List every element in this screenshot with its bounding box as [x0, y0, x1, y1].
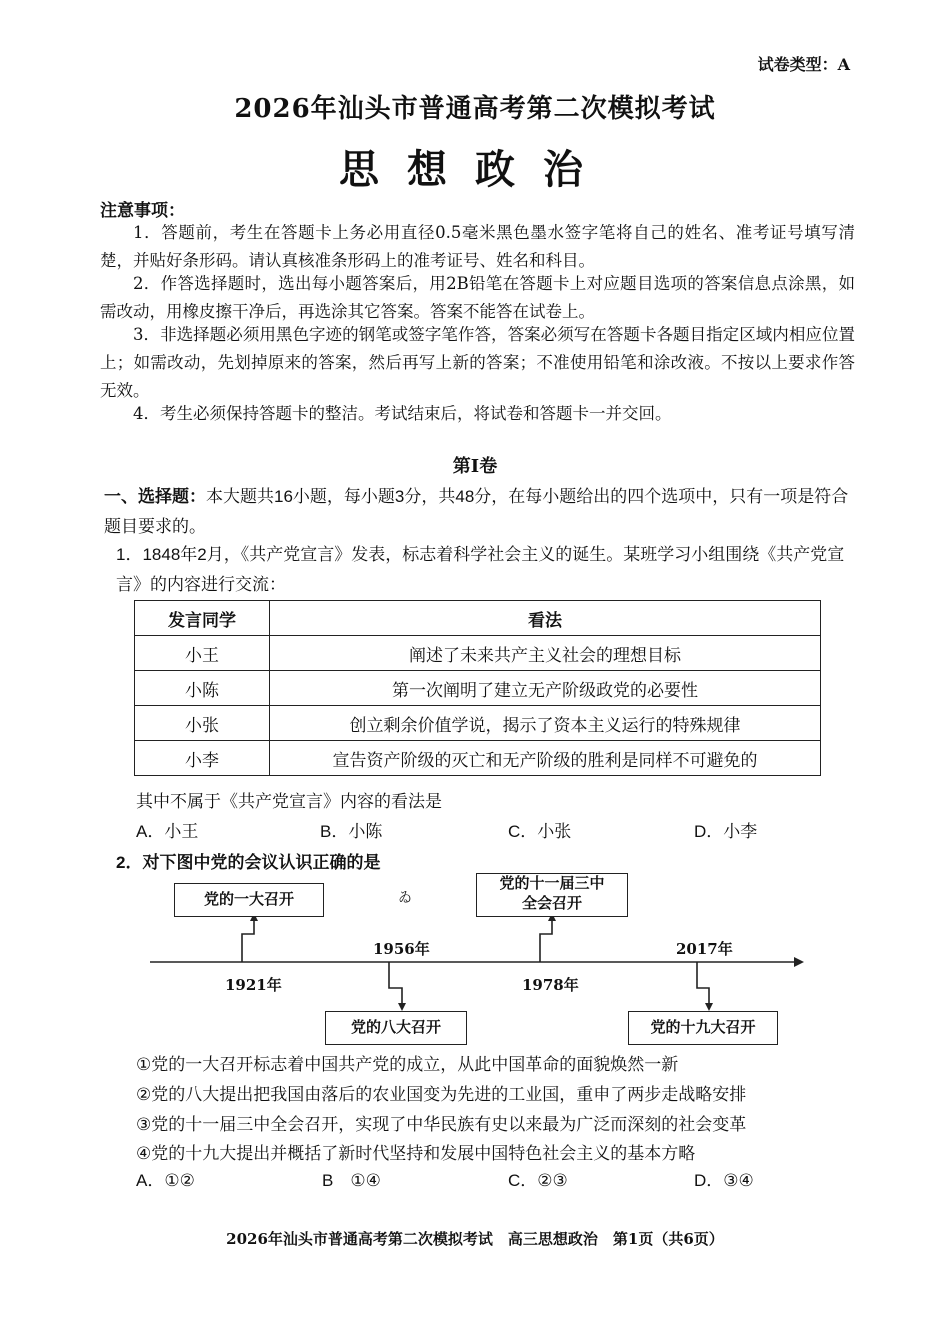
connector-2017: [697, 962, 709, 1006]
statement: ①党的一大召开标志着中国共产党的成立，从此中国革命的面貌焕然一新: [136, 1055, 679, 1074]
year-label: 1978年: [522, 976, 579, 994]
option-b: B．小陈: [320, 822, 383, 841]
table-cell: 创立剩余价值学说，揭示了资本主义运行的特殊规律: [270, 706, 821, 741]
option-d: D．③④: [694, 1171, 754, 1190]
event-box-1956: 党的八大召开: [325, 1011, 467, 1045]
event-box-1978-line1: 党的十一届三中: [499, 875, 605, 892]
question-1-text: 1．1848年2月，《共产党宣言》发表，标志着科学社会主义的诞生。某班学习小组围绕《共产党宣言》的内容进行交流：: [116, 545, 845, 594]
table-cell: 阐述了未来共产主义社会的理想目标: [270, 636, 821, 671]
event-box-1978-line2: 全会召开: [521, 895, 582, 912]
arrow-1956: [398, 1003, 406, 1011]
paper-type-label: 试卷类型：A: [757, 55, 850, 74]
event-box-1978: [476, 873, 628, 917]
section-label: 一、选择题：: [104, 487, 206, 507]
table-cell: 宣告资产阶级的灭亡和无产阶级的胜利是同样不可避免的: [270, 741, 821, 776]
note-item: 3．非选择题必须用黑色字迹的钢笔或签字笔作答，答案必须写在答题卡各题目指定区域内相应位置上；如需改动，先划掉原来的答案，然后再写上新的答案；不准使用铅笔和涂改液。不按以上要求作答无效。: [100, 325, 855, 400]
notes-heading: 注意事项：: [100, 201, 185, 221]
volume-heading: 第Ⅰ卷: [452, 456, 498, 477]
option-d: D．小李: [694, 822, 758, 841]
connector-1956: [389, 962, 402, 1006]
stray-mark: ゐ: [398, 890, 412, 906]
option-c: C．②③: [508, 1171, 568, 1190]
connector-1978: [540, 917, 552, 962]
subject-title: 思想政治: [339, 146, 611, 193]
question-2-text: 2．对下图中党的会议认识正确的是: [116, 853, 381, 872]
table-header: 发言同学: [135, 601, 270, 636]
statement: ④党的十九大提出并概括了新时代坚持和发展中国特色社会主义的基本方略: [136, 1144, 696, 1163]
arrow-2017: [705, 1003, 713, 1011]
year-label: 1921年: [225, 976, 282, 994]
event-box-1921: 党的一大召开: [174, 883, 324, 917]
section-instructions: [104, 482, 856, 542]
table-row: [135, 706, 821, 741]
table-cell: 第一次阐明了建立无产阶级政党的必要性: [270, 671, 821, 706]
timeline-diagram: [0, 860, 950, 1050]
table-cell: 小王: [135, 636, 270, 671]
table-cell: 小陈: [135, 671, 270, 706]
table-header: 看法: [270, 601, 821, 636]
note-item: 4．考生必须保持答题卡的整洁。考试结束后，将试卷和答题卡一并交回。: [133, 404, 672, 423]
option-c: C．小张: [508, 822, 572, 841]
statement: ③党的十一届三中全会召开，实现了中华民族有史以来最为广泛而深刻的社会变革: [136, 1115, 747, 1134]
page-footer: 2026年汕头市普通高考第二次模拟考试 高三思想政治 第1页（共6页）: [226, 1230, 724, 1248]
statement: ②党的八大提出把我国由落后的农业国变为先进的工业国，重申了两步走战略安排: [136, 1085, 747, 1104]
table-row: [135, 636, 821, 671]
question-1-stem: 其中不属于《共产党宣言》内容的看法是: [136, 792, 442, 811]
table-cell: 小张: [135, 706, 270, 741]
connector-1921: [242, 917, 254, 962]
section-text: 本大题共16小题，每小题3分，共48分，在每小题给出的四个选项中，只有一项是符合题目要求的。: [104, 487, 849, 536]
option-a: A．①②: [136, 1171, 195, 1190]
option-b: B ①④: [322, 1171, 381, 1190]
option-a: A．小王: [136, 822, 199, 841]
event-box-2017: 党的十九大召开: [628, 1011, 778, 1045]
exam-title: 2026年汕头市普通高考第二次模拟考试: [234, 94, 716, 124]
table-cell: 小李: [135, 741, 270, 776]
year-label: 1956年: [373, 940, 430, 958]
table-row: [135, 671, 821, 706]
timeline-arrowhead: [794, 957, 804, 967]
note-item: 1．答题前，考生在答题卡上务必用直径0.5毫米黑色墨水签字笔将自己的姓名、准考证号填写清楚，并贴好条形码。请认真核准条形码上的准考证号、姓名和科目。: [100, 223, 855, 270]
year-label: 2017年: [676, 940, 733, 958]
table-row: [135, 741, 821, 776]
table-header-row: [135, 601, 821, 636]
opinion-table: [134, 600, 821, 776]
note-item: 2．作答选择题时，选出每小题答案后，用2B铅笔在答题卡上对应题目选项的答案信息点涂黑，如需改动，用橡皮擦干净后，再选涂其它答案。答案不能答在试卷上。: [100, 274, 855, 321]
